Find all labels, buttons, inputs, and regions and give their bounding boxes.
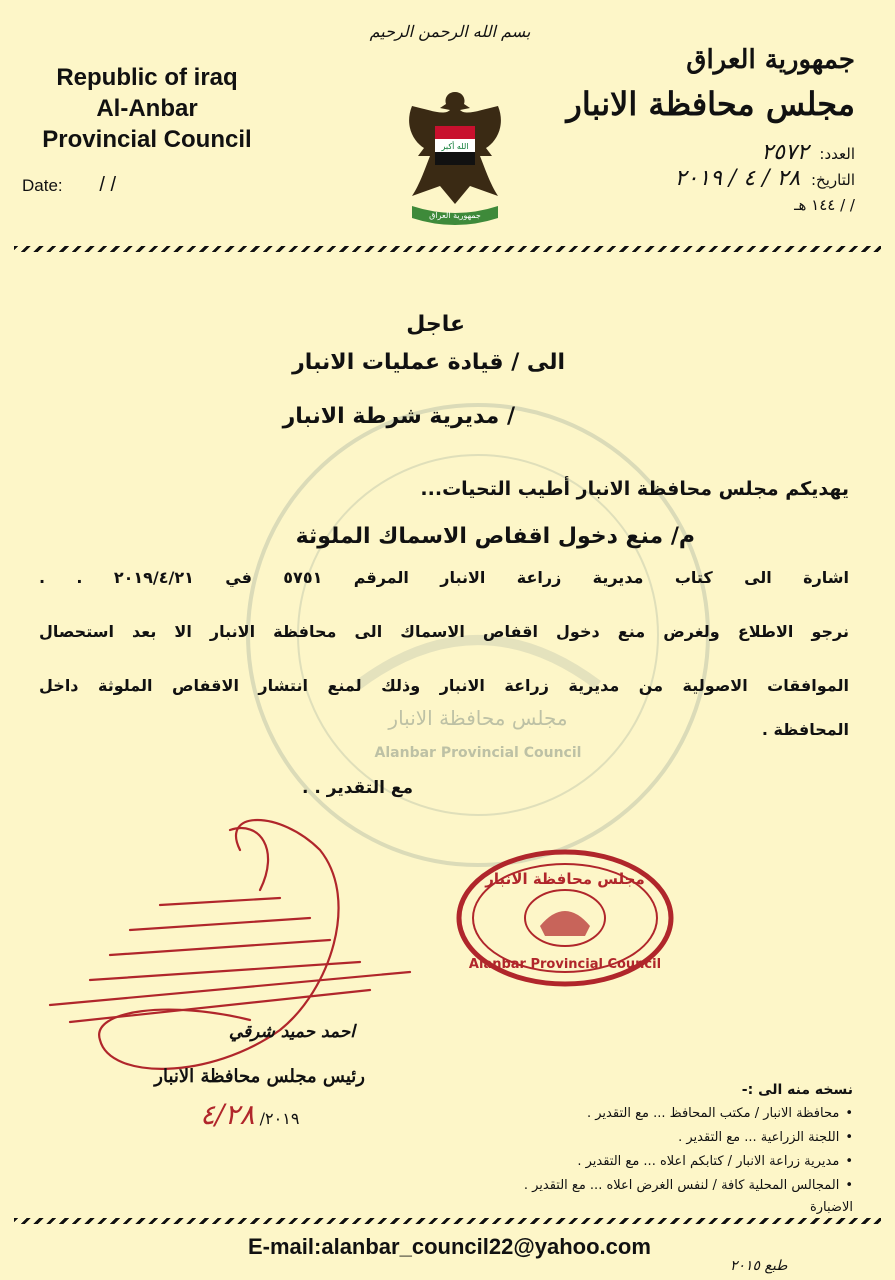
footer-email[interactable]: E-mail:alanbar_council22@yahoo.com [248,1234,651,1259]
paragraph-2: نرجو الاطلاع ولغرض منع دخول اقفاص الاسماك الى محافظة الانبار الا بعد استحصال [39,622,849,641]
header-arabic [555,40,855,128]
footer-divider [14,1218,881,1224]
signatory-title: رئيس مجلس محافظة الانبار [154,1066,365,1087]
eagle-emblem-icon [400,86,510,226]
header-english [22,62,272,155]
list-item: • المجالس المحلية كافة / لنفس الغرض اعلاه ... مع التقدير . [453,1174,853,1198]
doc-number-value: ٢٥٧٢ [761,140,809,165]
list-item: • اللجنة الزراعية ... مع التقدير . [453,1126,853,1150]
doc-date-label: التاريخ: [811,171,855,189]
signatory-date [200,1098,299,1131]
signatory-date-printed: ٢٠١٩/ [259,1109,300,1128]
recipient-2: / مديرية شرطة الانبار [282,404,515,429]
basmala: بسم الله الرحمن الرحيم [369,22,531,41]
watermark-en-text: Alanbar Provincial Council [374,745,582,761]
copies-last-item: الاضبارة [809,1200,853,1215]
seal-ar-text: مجلس محافظة الانبار [485,870,645,888]
header-ar-meta [555,140,855,218]
greeting: يهديكم مجلس محافظة الانبار أطيب التحيات... [420,478,849,500]
header-en-line3: Provincial Council [42,126,252,153]
seal-en-text: Alanbar Provincial Council [468,957,662,972]
paragraph-4: المحافظة . [761,720,849,739]
recipient-1: الى / قيادة عمليات الانبار [292,350,565,375]
red-council-seal-icon [455,848,675,988]
handwritten-signature-icon [30,790,430,1090]
list-item: • مديرية زراعة الانبار / كتابكم اعلاه ... مع التقدير . [453,1150,853,1174]
header-divider [14,246,881,252]
header-ar-line2: مجلس محافظة الانبار [566,85,855,123]
paragraph-3: الموافقات الاصولية من مديرية زراعة الانبار وذلك لمنع انتشار الاقفاص الملوثة داخل [39,676,849,695]
regards: مع التقدير . . [302,778,413,798]
footer-hand-note: طبع ٢٠١٥ [730,1258,788,1274]
paragraph-1: اشارة الى كتاب مديرية زراعة الانبار المرقم ٥٧٥١ في ٢٠١٩/٤/٢١ . . [39,568,849,587]
signatory-date-hand: ٤/٢٨ [200,1098,255,1131]
subject-line: م/ منع دخول اقفاص الاسماك الملوثة [295,524,695,549]
list-item: • محافظة الانبار / مكتب المحافظ ... مع التقدير . [453,1102,853,1126]
signatory-name: احمد حميد شرقي [228,1022,355,1042]
doc-date-row [555,166,855,192]
header-en-line1: Republic of iraq [56,64,238,91]
emblem-inner-text: الله أكبر [441,142,469,151]
header-en-line2: Al-Anbar [96,95,198,122]
doc-date-value: ٢٨ / ٤ / ٢٠١٩ [674,166,801,191]
hijri-date-row: / / ١٤٤ هـ [794,196,855,214]
emblem-scroll-text: جمهورية العراق [429,211,481,220]
header-ar-line1: جمهورية العراق [686,45,855,75]
copies-heading: نسخه منه الى :- [741,1082,853,1098]
doc-number-row [555,140,855,166]
doc-number-label: العدد: [819,145,855,163]
copies-list [453,1082,853,1218]
urgent-label: عاجل [406,312,465,337]
watermark-ar-text: مجلس محافظة الانبار [388,706,568,730]
date-label: Date: [22,176,63,195]
date-row [22,174,116,197]
date-slashes: / / [99,174,117,196]
